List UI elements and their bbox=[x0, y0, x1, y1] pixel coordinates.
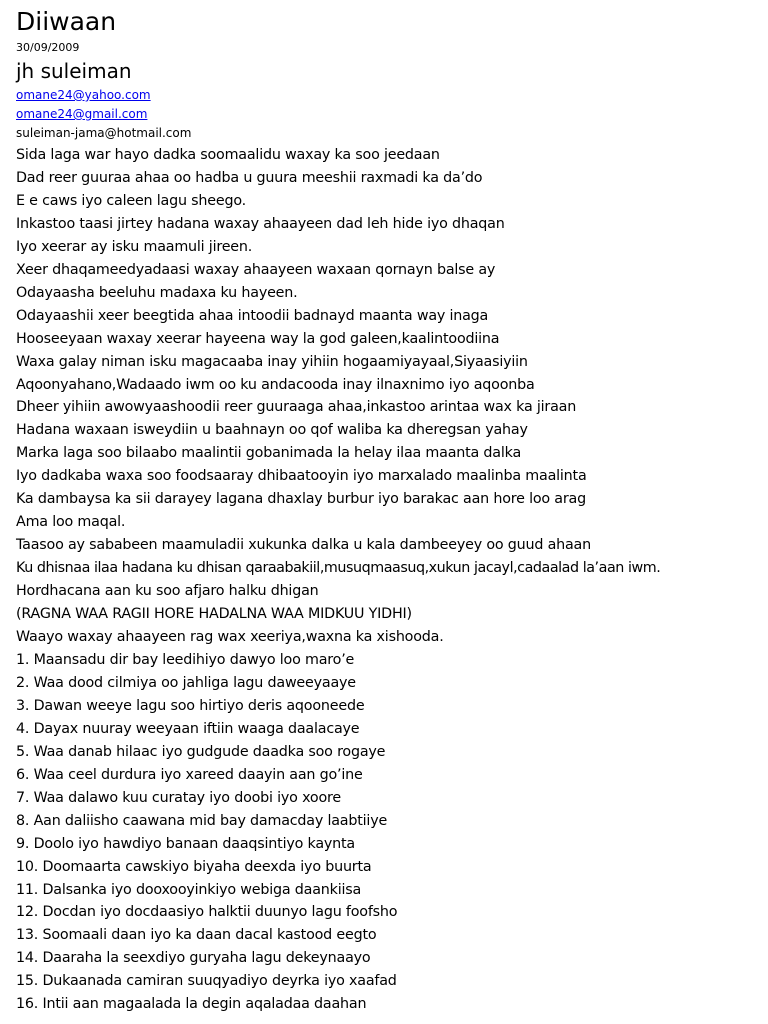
text-line: Aqoonyahano,Wadaado iwm oo ku andacooda inay ilnaxnimo iyo aqoonba bbox=[16, 376, 535, 393]
text-line: Hadana waxaan isweydiin u baahnayn oo qof waliba ka dheregsan yahay bbox=[16, 422, 528, 439]
text-line: Marka laga soo bilaabo maalintii gobanimada la helay ilaa maanta dalka bbox=[16, 445, 522, 462]
text-line: Xeer dhaqameedyadaasi waxay ahaayeen waxaan qornayn balse ay bbox=[16, 261, 496, 278]
poem-body bbox=[16, 144, 764, 1016]
text-line: Ama loo maqal. bbox=[16, 514, 126, 531]
text-line: Taasoo ay sababeen maamuladii xukunka dalka u kala dambeeyey oo guud ahaan bbox=[16, 537, 591, 554]
text-line: E e caws iyo caleen lagu sheego. bbox=[16, 192, 246, 209]
email-link-gmail[interactable]: omane24@gmail.com bbox=[16, 107, 148, 121]
text-line: Sida laga war hayo dadka soomaalidu waxay ka soo jeedaan bbox=[16, 147, 440, 163]
list-item: 9. Doolo iyo hawdiyo banaan daaqsintiyo kaynta bbox=[16, 835, 355, 852]
list-item: 5. Waa danab hilaac iyo gudgude daadka soo rogaye bbox=[16, 743, 386, 760]
list-item: 16. Intii aan magaalada la degin aqaladaa daahan bbox=[16, 996, 367, 1013]
list-item: 13. Soomaali daan iyo ka daan dacal kastood eegto bbox=[16, 927, 377, 944]
document-title: Diiwaan bbox=[16, 7, 117, 36]
list-item: 3. Dawan weeye lagu soo hirtiyo deris aqooneede bbox=[16, 697, 365, 714]
text-line: Odayaashii xeer beegtida ahaa intoodii badnayd maanta way inaga bbox=[16, 307, 489, 324]
text-line: (RAGNA WAA RAGII HORE HADALNA WAA MIDKUU YIDHI) bbox=[16, 606, 412, 623]
text-line: Iyo dadkaba waxa soo foodsaaray dhibaatooyin iyo marxalado maalinba maalinta bbox=[16, 468, 587, 485]
text-line: Hooseeyaan waxay xeerar hayeena way la god galeen,kaalintoodiina bbox=[16, 330, 500, 347]
list-item: 6. Waa ceel durdura iyo xareed daayin aan go’ine bbox=[16, 766, 363, 783]
list-item: 10. Doomaarta cawskiyo biyaha deexda iyo buurta bbox=[16, 858, 372, 875]
document-date: 30/09/2009 bbox=[16, 41, 80, 54]
document-author: jh suleiman bbox=[16, 59, 132, 83]
text-line: Ka dambaysa ka sii darayey lagana dhaxlay burbur iyo barakac aan hore loo arag bbox=[16, 491, 586, 508]
list-item: 15. Dukaanada camiran suuqyadiyo deyrka iyo xaafad bbox=[16, 973, 397, 990]
list-item: 1. Maansadu dir bay leedihiyo dawyo loo maro’e bbox=[16, 651, 355, 668]
text-line: Waxa galay niman isku magacaaba inay yihiin hogaamiyayaal,Siyaasiyiin bbox=[16, 353, 528, 370]
email-link-yahoo[interactable]: omane24@yahoo.com bbox=[16, 88, 151, 102]
text-line: Iyo xeerar ay isku maamuli jireen. bbox=[16, 238, 253, 255]
list-item: 4. Dayax nuuray weeyaan iftiin waaga daalacaye bbox=[16, 720, 360, 737]
list-item: 14. Daaraha la seexdiyo guryaha lagu dekeynaayo bbox=[16, 950, 371, 967]
text-line: Odayaasha beeluhu madaxa ku hayeen. bbox=[16, 284, 298, 301]
list-item: 8. Aan daliisho caawana mid bay damacday laabtiiye bbox=[16, 812, 388, 829]
text-line: Dheer yihiin awowyaashoodii reer guuraaga ahaa,inkastoo arintaa wax ka jiraan bbox=[16, 399, 577, 416]
list-item: 7. Waa dalawo kuu curatay iyo doobi iyo xoore bbox=[16, 789, 341, 806]
document-page bbox=[16, 4, 764, 1016]
email-text-hotmail: suleiman-jama@hotmail.com bbox=[16, 126, 192, 140]
text-line: Hordhacana aan ku soo afjaro halku dhigan bbox=[16, 583, 319, 600]
text-line: Dad reer guuraa ahaa oo hadba u guura meeshii raxmadi ka da’do bbox=[16, 169, 483, 186]
list-item: 2. Waa dood cilmiya oo jahliga lagu daweeyaaye bbox=[16, 674, 356, 691]
list-item: 11. Dalsanka iyo dooxooyinkiyo webiga daankiisa bbox=[16, 881, 362, 898]
text-line: Inkastoo taasi jirtey hadana waxay ahaayeen dad leh hide iyo dhaqan bbox=[16, 215, 505, 232]
text-line: Waayo waxay ahaayeen rag wax xeeriya,waxna ka xishooda. bbox=[16, 629, 444, 646]
list-item: 12. Docdan iyo docdaasiyo halktii duunyo lagu foofsho bbox=[16, 904, 398, 921]
text-line: Ku dhisnaa ilaa hadana ku dhisan qaraabakiil,musuqmaasuq,xukun jacayl,cadaalad la’aan iwm. bbox=[16, 560, 661, 577]
